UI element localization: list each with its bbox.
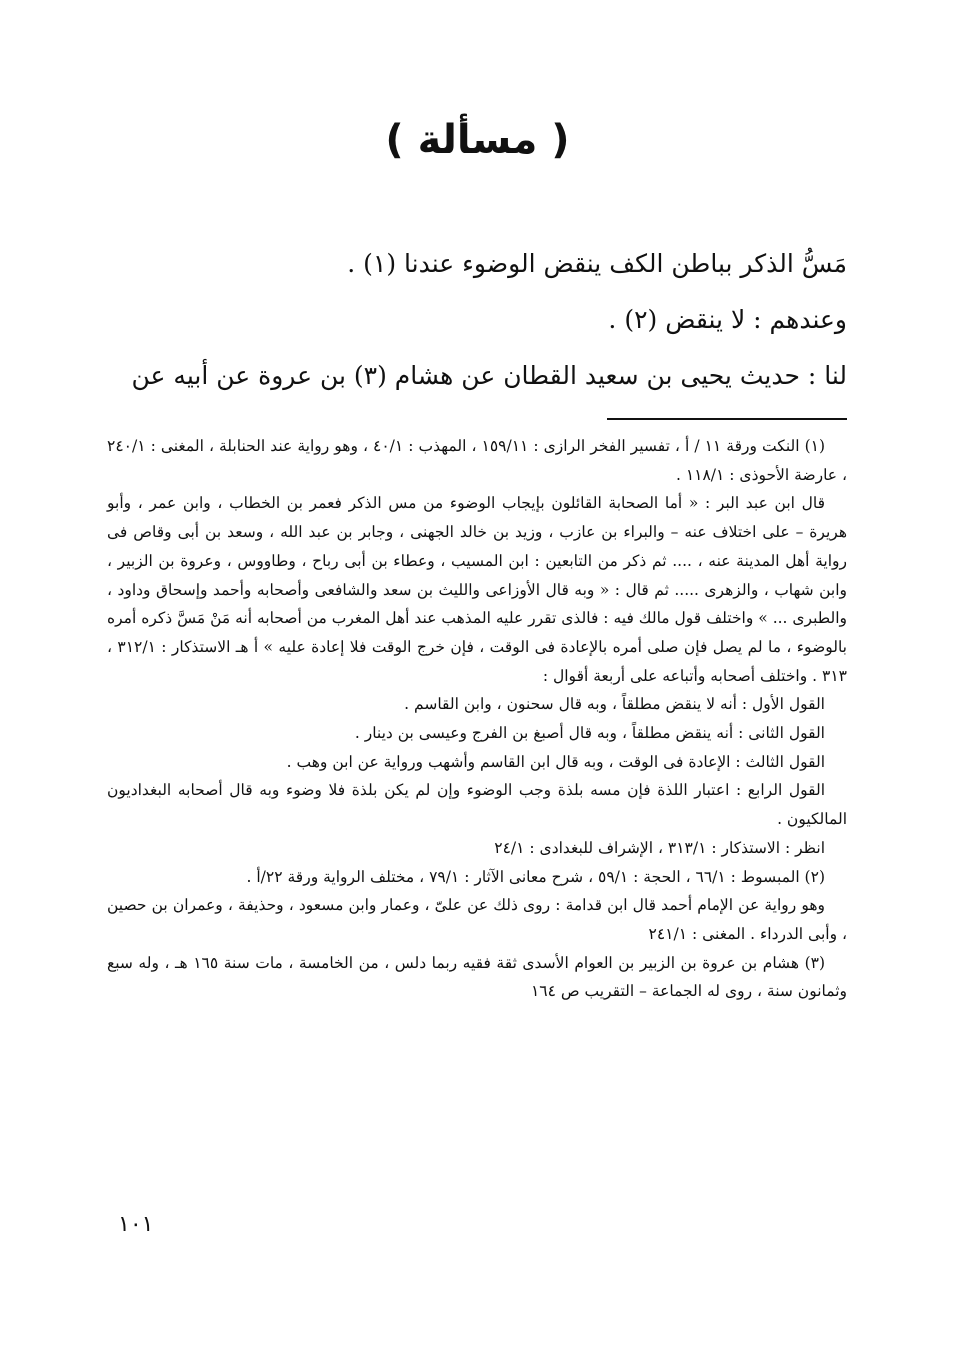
footnote-2-note: وهو رواية عن الإمام أحمد قال ابن قدامة : روى ذلك عن علىّ ، وعمار وابن مسعود ، وحذيفة ، وعمران بن حصين ، وأبى الدرداء . المغنى : ٢٤١/١ bbox=[107, 896, 847, 943]
main-text bbox=[127, 236, 847, 404]
footnote-1-opinion-3: القول الثالث : الإعادة فى الوقت ، وبه قال ابن القاسم وأشهب ورواية عن ابن وهب . bbox=[286, 752, 825, 771]
footnote-1-opinion-2: القول الثانى : أنه ينقض مطلقاً ، وبه قال أصبغ بن الفرج وعيسى بن دينار . bbox=[354, 724, 825, 743]
footnote-1-reference: انظر : الاستذكار : ٣١٣/١ ، الإشراف للبغدادى : ٢٤/١ bbox=[494, 838, 825, 857]
footnote-1-quote: قال ابن عبد البر : « أما الصحابة القائلون بإيجاب الوضوء من مس الذكر فعمر بن الخطاب ، وابن عمر ، وأبو هريرة – على اختلاف عنه – والبراء بن عازب ، وزيد بن خالد الجهنى ، وجابر بن عبد الله ، وسعد بن أبى وقاص فى رواية أهل المدينة عنه ، .... ثم ذكر من التابعين : ابن المسيب ، وعطاء بن أبى رباح ، وطاووس ، وعروة بن الزبير ، وابن شهاب ، والزهرى ..... ثم قال : « وبه قال الأوزاعى والليث بن سعد والشافعى وأصحابه وأحمد وإسحاق وداود ، والطبرى ... » واختلف قول مالك فيه : فالذى تقرر عليه المذهب عند أهل المغرب من أصحابه أنه مَنْ مَسَّ ذكره أمره بالوضوء ، ما لم يصل فإن صلى أمره بالإعادة فى الوقت ، فإن خرج الوقت فلا إعادة عليه » أ هـ الاستذكار : ٣١٢/١ ، ٣١٣ . واختلف أصحابه وأتباعه على أربعة أقوال : bbox=[106, 494, 847, 685]
footnote-1: (١) النكت ورقة ١١ / أ ، تفسير الفخر الرازى : ١٥٩/١١ ، المهذب : ٤٠/١ ، وهو رواية عند الحنابلة ، المغنى : ٢٤٠/١ ، عارضة الأحوذى : ١١٨/١ . bbox=[107, 437, 847, 484]
page-title: ( مسألة ) bbox=[385, 117, 570, 163]
footnote-divider bbox=[607, 418, 847, 420]
page-number: ١٠١ bbox=[118, 1212, 154, 1237]
footnote-1-opinion-4: القول الرابع : اعتبار اللذة فإن مسه بلذة وجب الوضوء وإن لم يكن بلذة فلا وضوء وبه قال أصحابه البغداديون المالكيون . bbox=[107, 781, 847, 829]
footnote-2: (٢) المبسوط : ٦٦/١ ، الحجة : ٥٩/١ ، شرح معانى الآثار : ٧٩/١ ، مختلف الرواية ورقة ٢٢/أ . bbox=[246, 867, 825, 886]
footnotes bbox=[107, 432, 847, 1006]
footnote-3: (٣) هشام بن عروة بن الزبير بن العوام الأسدى ثقة فقيه ربما دلس ، من الخامسة ، مات سنة ١٦٥ هـ ، وله سبع وثمانون سنة ، روى له الجماعة – التقريب ص ١٦٤ bbox=[107, 953, 847, 1001]
main-line-1: مَسُّ الذكر بباطن الكف ينقض الوضوء عندنا (١) . bbox=[347, 249, 847, 278]
footnote-1-opinion-1: القول الأول : أنه لا ينقض مطلقاً ، وبه قال سحنون ، وابن القاسم . bbox=[404, 695, 825, 714]
main-line-2: وعندهم : لا ينقض (٢) . bbox=[608, 305, 847, 334]
main-line-3: لنا : حديث يحيى بن سعيد القطان عن هشام (٣) بن عروة عن أبيه عن bbox=[131, 361, 847, 390]
